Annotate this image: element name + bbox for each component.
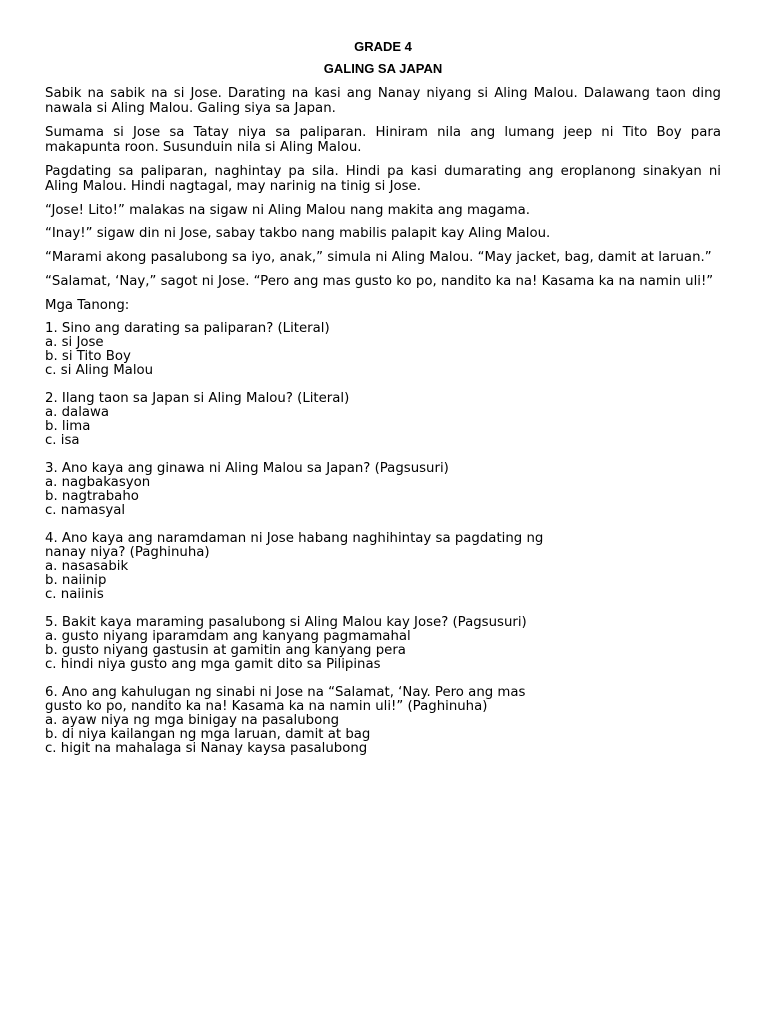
answer-choice: c. hindi niya gusto ang mga gamit dito sa Pilipinas	[45, 656, 381, 672]
questions-heading: Mga Tanong:	[45, 297, 130, 313]
question-item	[45, 616, 721, 672]
answer-choice: b. naiinip	[45, 572, 107, 588]
answer-choice: a. nagbakasyon	[45, 474, 151, 490]
answer-choice: c. si Aling Malou	[45, 362, 154, 378]
answer-choice: a. ayaw niya ng mga binigay na pasalubong	[45, 712, 340, 728]
answer-choice: b. lima	[45, 418, 91, 434]
answer-choice: a. si Jose	[45, 334, 104, 350]
story-paragraph: “Inay!” sigaw din ni Jose, sabay takbo nang mabilis palapit kay Aling Malou.	[45, 226, 551, 242]
question-stem: gusto ko po, nandito ka na! Kasama ka na namin uli!” (Paghinuha)	[45, 698, 488, 714]
question-stem: 6. Ano ang kahulugan ng sinabi ni Jose na “Salamat, ‘Nay. Pero ang mas	[45, 684, 526, 700]
story-body	[45, 86, 721, 289]
answer-choice: c. namasyal	[45, 502, 126, 518]
question-item	[45, 392, 721, 448]
story-paragraph: “Salamat, ‘Nay,” sagot ni Jose. “Pero ang mas gusto ko po, nandito ka na! Kasama ka na namin uli!”	[45, 273, 714, 289]
story-paragraph: Pagdating sa paliparan, naghintay pa sila. Hindi pa kasi dumarating ang eroplanong sinakyan ni Aling Malou. Hindi nagtagal, may narinig na tinig si Jose.	[45, 163, 721, 195]
question-item	[45, 686, 721, 756]
question-stem: 1. Sino ang darating sa paliparan? (Literal)	[45, 320, 330, 336]
question-stem: 4. Ano kaya ang naramdaman ni Jose habang naghihintay sa pagdating ng	[45, 530, 544, 546]
story-paragraph: “Jose! Lito!” malakas na sigaw ni Aling Malou nang makita ang magama.	[45, 202, 530, 218]
question-stem: nanay niya? (Paghinuha)	[45, 544, 210, 560]
answer-choice: c. isa	[45, 432, 80, 448]
answer-choice: a. dalawa	[45, 404, 110, 420]
answer-choice: c. higit na mahalaga si Nanay kaysa pasalubong	[45, 740, 368, 756]
question-stem: 3. Ano kaya ang ginawa ni Aling Malou sa Japan? (Pagsusuri)	[45, 460, 449, 476]
answer-choice: b. nagtrabaho	[45, 488, 139, 504]
story-paragraph: Sabik na sabik na si Jose. Darating na kasi ang Nanay niyang si Aling Malou. Dalawang taon ding nawala si Aling Malou. Galing siya sa Japan.	[45, 86, 721, 117]
questions-list	[45, 322, 721, 756]
answer-choice: b. si Tito Boy	[45, 348, 131, 364]
question-item	[45, 532, 721, 602]
answer-choice: b. gusto niyang gastusin at gamitin ang kanyang pera	[45, 642, 406, 658]
grade-heading: GRADE 4	[354, 39, 412, 54]
question-stem: 5. Bakit kaya maraming pasalubong si Aling Malou kay Jose? (Pagsusuri)	[45, 614, 527, 630]
question-item	[45, 462, 721, 518]
answer-choice: b. di niya kailangan ng mga laruan, damit at bag	[45, 726, 371, 742]
question-item	[45, 322, 721, 378]
story-title: GALING SA JAPAN	[323, 61, 443, 76]
story-paragraph: Sumama si Jose sa Tatay niya sa paliparan. Hiniram nila ang lumang jeep ni Tito Boy para makapunta roon. Susunduin nila si Aling Malou.	[45, 124, 721, 156]
answer-choice: a. gusto niyang iparamdam ang kanyang pagmamahal	[45, 628, 411, 644]
answer-choice: c. naiinis	[45, 586, 104, 602]
story-paragraph: “Marami akong pasalubong sa iyo, anak,” simula ni Aling Malou. “May jacket, bag, damit at laruan.”	[45, 250, 712, 266]
answer-choice: a. nasasabik	[45, 558, 129, 574]
question-stem: 2. Ilang taon sa Japan si Aling Malou? (Literal)	[45, 390, 350, 406]
